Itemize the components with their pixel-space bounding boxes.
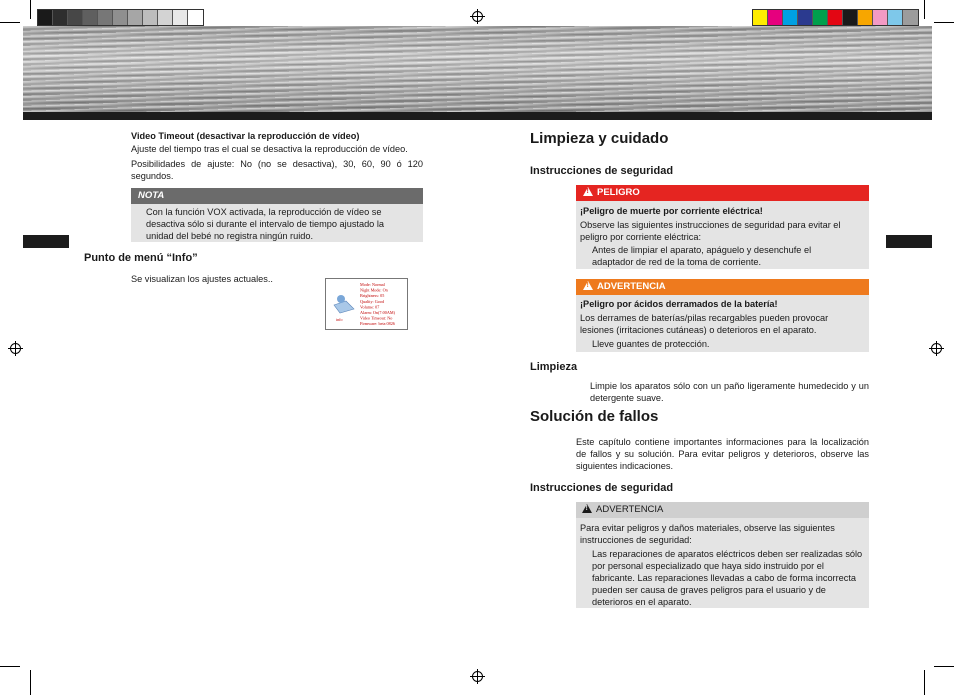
left-page-tab: [23, 235, 69, 248]
warning2-label: ADVERTENCIA: [596, 504, 664, 515]
color-swatch: [783, 10, 798, 25]
crop-mark: [934, 666, 954, 667]
crop-mark: [0, 22, 20, 23]
color-swatch: [843, 10, 858, 25]
crop-mark: [0, 666, 20, 667]
color-swatch: [753, 10, 768, 25]
danger-item: Antes de limpiar el aparato, apáguelo y desenchufe el adaptador de red de la toma de corriente.: [592, 245, 812, 267]
danger-text: Observe las siguientes instrucciones de seguridad para evitar el peligro por corriente eléctrica:: [580, 220, 841, 242]
gray-swatch: [113, 10, 128, 25]
danger-label: PELIGRO: [597, 187, 640, 198]
header-bar: [23, 112, 932, 120]
info-screen-line: Video Timeout: No: [360, 315, 393, 321]
crop-mark: [30, 670, 31, 695]
color-swatch: [873, 10, 888, 25]
note-box: [131, 204, 423, 242]
info-screen-line: Quality: Good: [360, 298, 385, 304]
warning-item: Lleve guantes de protección.: [592, 339, 710, 349]
brushed-metal-header: [23, 26, 932, 112]
warning-text: Los derrames de baterías/pilas recargables pueden provocar lesiones (irritaciones cutáneas) o deterioros en el aparato.: [580, 313, 829, 335]
troubleshooting-heading: Solución de fallos: [530, 408, 659, 425]
info-screen-line: Firmware: beta 0826: [360, 321, 395, 327]
danger-title: ¡Peligro de muerte por corriente eléctrica!: [580, 206, 763, 216]
gray-swatch: [68, 10, 83, 25]
warning-label: ADVERTENCIA: [597, 281, 666, 292]
warning-box: [576, 295, 869, 352]
color-swatch: [858, 10, 873, 25]
cleaning-text: Limpie los aparatos sólo con un paño ligeramente humedecido y un detergente suave.: [590, 381, 869, 403]
cleaning-heading: Limpieza: [530, 361, 578, 373]
note-label: NOTA: [138, 190, 165, 201]
right-page-tab: [886, 235, 932, 248]
color-swatch: [813, 10, 828, 25]
info-screen-line: Volume: 07: [360, 304, 380, 310]
safety-instructions-heading-2: Instrucciones de seguridad: [530, 482, 674, 494]
info-screen-image: [326, 279, 409, 331]
warning2-item: Las reparaciones de aparatos eléctricos deben ser realizadas sólo por personal especializado que haya sido instruido por el fabricante. Las reparaciones llevadas a cabo de forma incorrecta pueden ser causa de graves peligros para el usuario y de deterioros en el aparato.: [592, 549, 863, 607]
gray-swatch: [83, 10, 98, 25]
info-screen-line: Alarm: On(7:00AM): [360, 310, 396, 315]
grayscale-calibration-bar: [37, 9, 204, 26]
gray-swatch: [188, 10, 203, 25]
gray-swatch: [98, 10, 113, 25]
gray-swatch: [158, 10, 173, 25]
gray-swatch: [53, 10, 68, 25]
gray-swatch: [173, 10, 188, 25]
danger-header: [576, 185, 869, 201]
info-screen-line: Brightness: 05: [360, 293, 385, 299]
troubleshooting-text: Este capítulo contiene importantes informaciones para la localización de fallos y su solución. Para evitar peligros y deterioros, observe las siguientes indicaciones.: [576, 437, 869, 471]
crop-mark: [30, 0, 31, 19]
info-heading: Punto de menú “Info”: [84, 252, 198, 264]
registration-mark-icon: [472, 671, 483, 682]
registration-mark-icon: [472, 11, 483, 22]
warning-triangle-icon: [583, 281, 593, 290]
warning-title: ¡Peligro por ácidos derramados de la batería!: [580, 299, 778, 309]
warning2-box: [576, 518, 869, 608]
info-text: Se visualizan los ajustes actuales..: [131, 274, 273, 284]
warning-triangle-icon: [583, 187, 593, 196]
video-timeout-title: Video Timeout (desactivar la reproducción de vídeo): [131, 131, 360, 141]
crop-mark: [924, 670, 925, 695]
color-swatch: [828, 10, 843, 25]
info-screen-thumbnail: [325, 278, 408, 330]
warning-header: [576, 279, 869, 295]
gray-swatch: [128, 10, 143, 25]
crop-mark: [924, 0, 925, 19]
settings-options: Posibilidades de ajuste: No (no se desactiva), 30, 60, 90 ó 120 segundos.: [131, 159, 423, 181]
info-screen-side-label: info: [336, 317, 343, 322]
color-calibration-bar: [752, 9, 919, 26]
note-text: Con la función VOX activada, la reproducción de vídeo se desactiva sólo si durante el intervalo de tiempo ajustado la unidad del bebé no registra ningún ruido.: [146, 207, 384, 241]
note-header: [131, 188, 423, 204]
gray-swatch: [38, 10, 53, 25]
warning2-header: [576, 502, 869, 518]
gray-swatch: [143, 10, 158, 25]
video-timeout-description: Ajuste del tiempo tras el cual se desactiva la reproducción de vídeo.: [131, 144, 408, 154]
color-swatch: [768, 10, 783, 25]
registration-mark-icon: [10, 343, 21, 354]
color-swatch: [888, 10, 903, 25]
crop-mark: [934, 22, 954, 23]
registration-mark-icon: [931, 343, 942, 354]
color-swatch: [903, 10, 918, 25]
warning-triangle-icon: [582, 504, 592, 513]
info-screen-line: Night Mode: On: [360, 287, 388, 293]
safety-instructions-heading-1: Instrucciones de seguridad: [530, 165, 674, 177]
warning2-text: Para evitar peligros y daños materiales, observe las siguientes instrucciones de seguridad:: [580, 523, 835, 545]
info-screen-line: Mode: Normal: [360, 282, 385, 287]
cleaning-care-heading: Limpieza y cuidado: [530, 130, 669, 147]
color-swatch: [798, 10, 813, 25]
danger-box: [576, 201, 869, 269]
